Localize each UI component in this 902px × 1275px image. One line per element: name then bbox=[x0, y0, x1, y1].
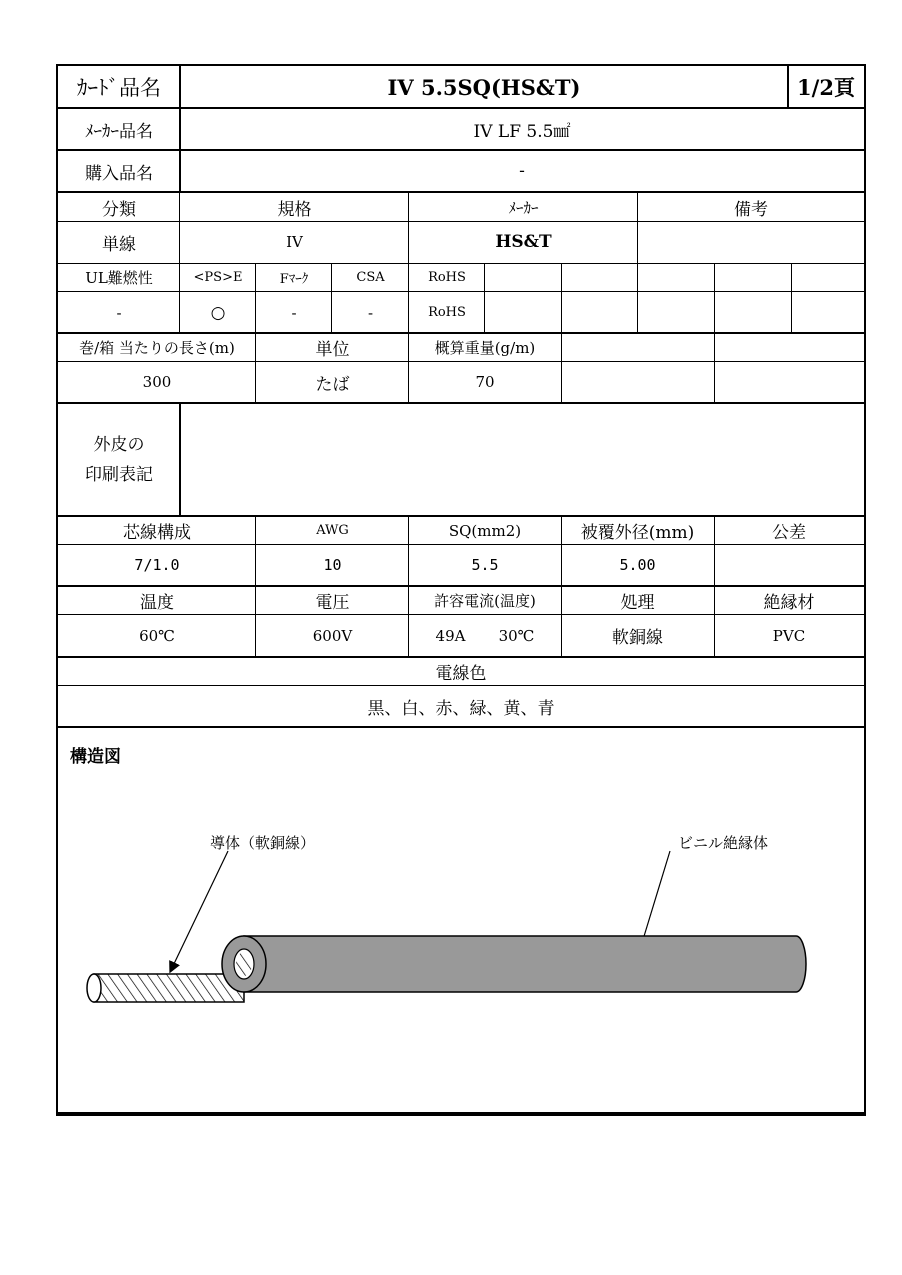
ul-flame-label: UL難燃性 bbox=[85, 268, 153, 287]
sq-label: SQ(mm2) bbox=[448, 521, 522, 540]
wire-color-label: 電線色 bbox=[435, 664, 487, 684]
weight-value: 70 bbox=[475, 373, 495, 391]
purchase-name-value: - bbox=[519, 161, 525, 181]
packaging-value-row bbox=[58, 362, 864, 402]
purchase-name-label: 購入品名 bbox=[85, 163, 153, 184]
insulation-label: ビニル絶縁体 bbox=[678, 834, 769, 852]
allowable-current-label: 許容電流(温度) bbox=[434, 592, 536, 610]
tolerance-label: 公差 bbox=[772, 523, 806, 543]
standard-label: 規格 bbox=[277, 199, 312, 220]
purchase-name-row bbox=[58, 150, 864, 192]
wire-color-header-row bbox=[58, 658, 864, 685]
maker-name-row bbox=[58, 108, 864, 150]
print-marking-label-line2: 印刷表記 bbox=[85, 465, 153, 485]
voltage-value: 600V bbox=[312, 626, 353, 645]
csa-value: - bbox=[367, 303, 374, 322]
temperature-value: 60℃ bbox=[139, 626, 175, 645]
maker-name-value: IV LF 5.5㎟ bbox=[473, 121, 571, 142]
sq-value: 5.5 bbox=[471, 556, 499, 574]
remarks-label: 備考 bbox=[734, 199, 768, 220]
print-marking-label bbox=[58, 404, 180, 516]
print-marking-label-line1: 外皮の bbox=[93, 435, 145, 455]
insulation-shape bbox=[222, 936, 806, 992]
wire-structure-diagram bbox=[58, 806, 864, 1106]
allowable-current-temperature: 30℃ bbox=[498, 626, 535, 645]
specs1-value-row bbox=[58, 545, 864, 585]
rohs-value: RoHS bbox=[428, 305, 466, 320]
ul-flame-value: - bbox=[116, 303, 122, 322]
voltage-label: 電圧 bbox=[315, 593, 350, 613]
classification-label: 分類 bbox=[102, 199, 136, 220]
allowable-current-value bbox=[409, 615, 561, 656]
specs2-value-row bbox=[58, 615, 864, 656]
strand-label: 芯線構成 bbox=[123, 523, 191, 543]
awg-value: 10 bbox=[323, 556, 342, 574]
structure-title: 構造図 bbox=[70, 747, 121, 767]
wire-color-value-row bbox=[58, 686, 864, 726]
wire-color-value: 黒、白、赤、緑、黄、青 bbox=[367, 698, 555, 719]
weight-label: 概算重量(g/m) bbox=[434, 339, 536, 357]
unit-label: 単位 bbox=[315, 340, 350, 360]
f-mark-value: - bbox=[291, 303, 297, 322]
treatment-label: 処理 bbox=[620, 593, 655, 613]
length-per-roll-value: 300 bbox=[142, 373, 172, 391]
allowable-current-amps: 49A bbox=[435, 626, 466, 645]
pse-value: ○ bbox=[210, 302, 226, 323]
strand-value: 7/1.0 bbox=[134, 556, 180, 574]
insulation-material-value: PVC bbox=[772, 626, 806, 645]
temperature-label: 温度 bbox=[140, 593, 174, 613]
awg-label: AWG bbox=[316, 523, 349, 538]
manufacturer-value: HS&T bbox=[495, 232, 552, 252]
page-number: 1/2頁 bbox=[797, 75, 855, 100]
csa-label: CSA bbox=[356, 269, 385, 285]
outer-diameter-value: 5.00 bbox=[619, 556, 656, 574]
standard-value: IV bbox=[286, 233, 303, 251]
maker-name-label: ﾒｰｶｰ品名 bbox=[85, 121, 153, 142]
card-name-value: IV 5.5SQ(HS&T) bbox=[387, 74, 581, 100]
rohs-label: RoHS bbox=[428, 269, 466, 285]
spec-sheet bbox=[56, 64, 866, 1116]
outer-diameter-label: 被覆外径(mm) bbox=[580, 523, 695, 543]
conductor-leader bbox=[172, 851, 228, 968]
packaging-header-row bbox=[58, 334, 864, 361]
conductor-shape bbox=[87, 974, 244, 1002]
card-name-label: ｶｰﾄﾞ品名 bbox=[77, 76, 161, 100]
treatment-value: 軟銅線 bbox=[612, 628, 663, 648]
length-per-roll-label: 巻/箱 当たりの長さ(m) bbox=[79, 339, 235, 357]
print-marking-value bbox=[180, 404, 864, 516]
insulation-material-label: 絶縁材 bbox=[763, 593, 815, 613]
conductor-label: 導体（軟銅線） bbox=[210, 834, 316, 852]
classification-value: 単線 bbox=[102, 234, 136, 255]
tolerance-value bbox=[714, 545, 864, 585]
specs2-header-row bbox=[58, 587, 864, 614]
manufacturer-label: ﾒｰｶｰ bbox=[508, 198, 539, 217]
specs1-header-row bbox=[58, 517, 864, 544]
unit-value: たば bbox=[315, 374, 350, 395]
remarks-value bbox=[638, 222, 864, 262]
f-mark-label: Fﾏｰｸ bbox=[279, 271, 309, 287]
pse-label: <PS>E bbox=[193, 269, 243, 285]
